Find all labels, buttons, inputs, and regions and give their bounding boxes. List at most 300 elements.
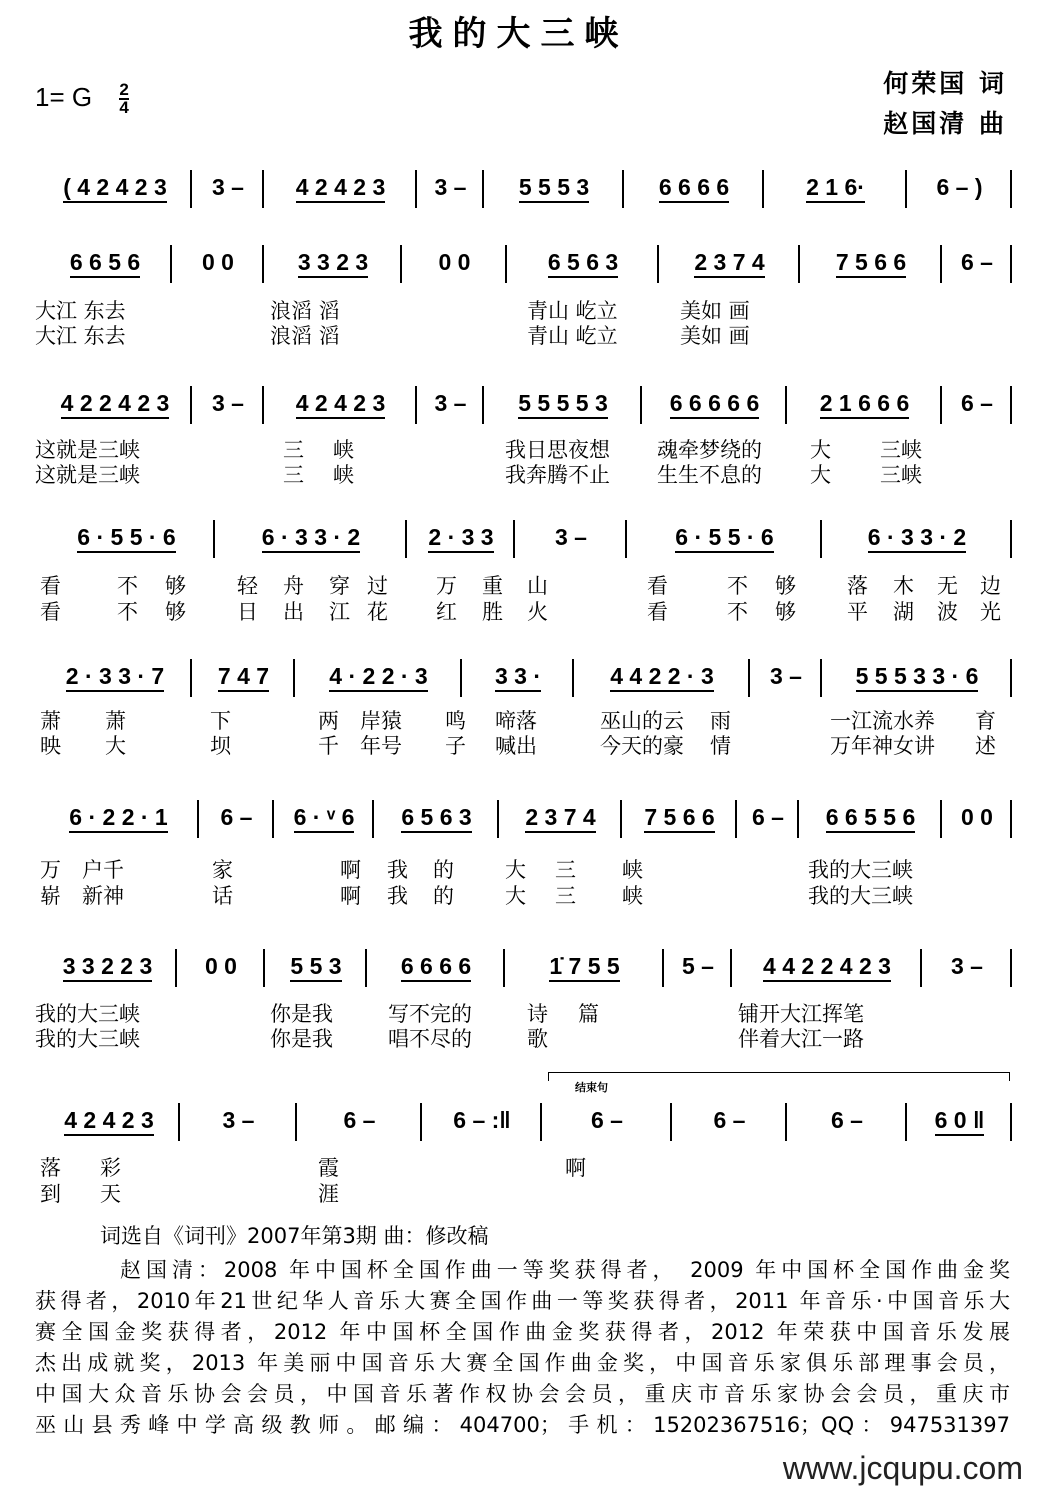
measure-notes: 3 3 2 3: [298, 249, 368, 278]
bar-line: [503, 949, 505, 987]
measure-notes: 1̇ 7 5 5: [549, 953, 619, 982]
lyric-segment: 彩: [100, 1156, 121, 1180]
measure-notes: 5 5 5 5 3: [518, 390, 608, 419]
lyric-segment: 穿: [329, 574, 350, 598]
lyric-segment: 美如 画: [680, 324, 750, 348]
measure: [182, 1107, 295, 1134]
lyric-segment: 出: [283, 600, 304, 624]
lyric-segment: 平: [847, 600, 868, 624]
lyric-segment: 三: [283, 438, 304, 462]
lyric-segment: 不: [117, 574, 138, 598]
bar-line: [262, 170, 264, 208]
lyric-segment: 三: [555, 858, 576, 882]
measure: [299, 1107, 420, 1134]
measure: [766, 174, 905, 201]
measure-notes: 6 6 6 6 6: [670, 390, 760, 419]
measure: [267, 953, 365, 980]
bar-line: [1010, 800, 1012, 838]
lyric-segment: 胜: [482, 600, 503, 624]
bar-line: [1010, 170, 1012, 208]
lyric-segment: 江: [329, 600, 350, 624]
measure-notes: 6 – ): [936, 174, 983, 200]
bar-line: [170, 245, 172, 283]
lyric-segment: 落: [40, 1156, 61, 1180]
bar-line: [1010, 245, 1012, 283]
bar-line: [940, 800, 942, 838]
lyric-segment: 大: [105, 734, 126, 758]
lyric-segment: 花: [367, 600, 388, 624]
bar-line: [420, 1103, 422, 1141]
measure: [424, 1107, 540, 1134]
lyric-segment: 够: [165, 600, 186, 624]
bar-line: [820, 520, 822, 558]
measure-notes: 3 –: [212, 174, 244, 200]
measure: [486, 390, 640, 417]
measure: [217, 524, 405, 551]
lyric-segment: 看: [647, 600, 668, 624]
lyric-segment: 我: [387, 858, 408, 882]
bio-line: 杰出成就奖，2013 年美丽中国音乐大赛全国作曲金奖，中国音乐家俱乐部理事会员，: [35, 1351, 1010, 1375]
lyric-segment: 崭: [40, 884, 61, 908]
measure-notes: 3 –: [770, 663, 802, 689]
measure-notes: 2 1 6·: [806, 174, 865, 203]
bar-line: [497, 800, 499, 838]
measure: [40, 524, 213, 551]
lyric-segment: 舟: [283, 574, 304, 598]
measure: [266, 390, 415, 417]
measure-notes: 3 –: [434, 174, 467, 200]
bar-line: [785, 386, 787, 424]
lyric-segment: 三峡: [880, 463, 922, 487]
lyric-segment: 峡: [333, 463, 354, 487]
bar-line: [730, 949, 732, 987]
measure: [40, 174, 190, 201]
lyric-segment: 新神: [82, 884, 124, 908]
lyric-segment: 够: [165, 574, 186, 598]
lyric-segment: 篇: [578, 1002, 599, 1026]
bar-line: [405, 520, 407, 558]
ending-bracket: [548, 1072, 1010, 1081]
key-tonic: 1= G: [35, 82, 93, 112]
measure-notes: 6 0 ‖: [935, 1107, 985, 1136]
lyric-segment: 无: [937, 574, 958, 598]
measure: [944, 390, 1010, 417]
measure: [924, 953, 1010, 980]
measure: [944, 804, 1010, 831]
measure-notes: 6 –: [752, 804, 784, 830]
bar-line: [572, 659, 574, 697]
measure: [644, 390, 785, 417]
lyric-segment: 诗: [527, 1002, 548, 1026]
lyric-segment: 三峡: [880, 438, 922, 462]
measure-notes: 5 5 5 3: [519, 174, 589, 203]
measure-notes: 3 –: [222, 1107, 255, 1133]
bar-line: [415, 170, 417, 208]
measure-notes: 0 0: [202, 249, 234, 275]
lyric-segment: 的: [433, 884, 454, 908]
lyric-segment: 天: [100, 1182, 121, 1206]
measure-notes: 0 0: [205, 953, 237, 979]
lyric-segment: 到: [40, 1182, 61, 1206]
measure: [201, 804, 272, 831]
measure-notes: 2 · 3 3: [428, 524, 493, 553]
lyric-segment: 峡: [622, 884, 643, 908]
measure: [789, 390, 940, 417]
measure: [666, 953, 730, 980]
lyric-segment: 啊: [340, 884, 361, 908]
lyric-segment: 岸猿: [360, 709, 402, 733]
measure-notes: 6 6 6 6: [659, 174, 729, 203]
bio-line: 赵国清：2008 年中国杯全国作曲一等奖获得者， 2009 年中国杯全国作曲金奖: [120, 1258, 1010, 1282]
measure: [509, 249, 657, 276]
lyric-segment: 不: [727, 600, 748, 624]
measure: [40, 1107, 178, 1134]
lyric-segment: 看: [40, 600, 61, 624]
lyric-segment: 啼落: [495, 709, 537, 733]
measure-notes: 2 1 6 6 6: [820, 390, 910, 419]
lyric-segment: 啊: [565, 1156, 586, 1180]
bar-line: [735, 800, 737, 838]
lyric-segment: 大: [810, 463, 831, 487]
measure-notes: 3 3 2 2 3: [63, 953, 153, 982]
lyricist-credit: 何荣国 词: [883, 69, 1007, 98]
bar-line: [262, 386, 264, 424]
bio-line: 赛全国金奖获得者，2012 年中国杯全国作曲金奖获得者，2012 年荣获中国音乐发展: [35, 1320, 1010, 1344]
bar-line: [272, 800, 274, 838]
lyric-segment: 波: [937, 600, 958, 624]
measure-notes: 4 4 2 2 4 2 3: [763, 953, 891, 982]
lyric-segment: 我: [387, 884, 408, 908]
lyric-segment: 三: [555, 884, 576, 908]
measure: [752, 663, 820, 690]
measure-notes: 6 · ᵛ 6: [294, 804, 355, 833]
measure: [517, 524, 625, 551]
lyric-segment: 峡: [333, 438, 354, 462]
lyric-segment: 看: [647, 574, 668, 598]
lyric-segment: 鸣: [445, 709, 466, 733]
lyric-segment: 你是我: [270, 1027, 333, 1051]
lyric-segment: 两: [318, 709, 339, 733]
measure: [179, 953, 263, 980]
lyric-segment: 美如 画: [680, 299, 750, 323]
lyric-segment: 萧: [105, 709, 126, 733]
lyric-segment: 下: [210, 709, 231, 733]
bar-line: [372, 800, 374, 838]
time-bottom: 4: [119, 98, 129, 118]
lyric-segment: 涯: [318, 1182, 339, 1206]
measure-notes: 2 3 7 4: [694, 249, 764, 278]
measure: [661, 249, 798, 276]
measure: [507, 953, 662, 980]
measure-notes: 6 – :‖: [453, 1107, 511, 1133]
bar-line: [1010, 386, 1012, 424]
lyric-segment: 唱不尽的: [388, 1027, 472, 1051]
lyric-segment: 雨: [710, 709, 731, 733]
lyric-segment: 山: [527, 574, 548, 598]
bar-line: [482, 170, 484, 208]
measure: [734, 953, 920, 980]
measure-notes: 3 –: [434, 390, 467, 416]
measure: [419, 174, 482, 201]
lyric-segment: 大: [810, 438, 831, 462]
bar-line: [197, 800, 199, 838]
lyric-segment: 红: [436, 600, 457, 624]
measure: [266, 174, 415, 201]
lyric-segment: 啊: [340, 858, 361, 882]
lyric-segment: 够: [775, 574, 796, 598]
lyric-segment: 够: [775, 600, 796, 624]
lyric-segment: 大: [505, 858, 526, 882]
measure: [174, 249, 262, 276]
bar-line: [482, 386, 484, 424]
source-note: 词选自《词刊》2007年第3期 曲：修改稿: [100, 1224, 489, 1248]
lyric-segment: 千: [318, 734, 339, 758]
lyric-segment: 万年神女讲: [830, 734, 935, 758]
measure-notes: 3 –: [212, 390, 244, 416]
measure: [674, 1107, 785, 1134]
bar-line: [1010, 520, 1012, 558]
measure-notes: 6 –: [220, 804, 253, 830]
bar-line: [415, 386, 417, 424]
measure: [40, 804, 197, 831]
lyric-segment: 青山 屹立: [527, 299, 618, 323]
measure: [501, 804, 620, 831]
composer-credit: 赵国清 曲: [883, 109, 1007, 138]
time-signature: [119, 82, 128, 116]
lyric-segment: 浪滔 滔: [270, 324, 340, 348]
lyric-segment: 大江 东去: [35, 299, 126, 323]
bar-line: [1010, 949, 1012, 987]
measure: [464, 663, 572, 690]
measure-notes: 4 4 2 2 · 3: [610, 663, 714, 692]
bar-line: [505, 245, 507, 283]
lyric-segment: 喊出: [495, 734, 537, 758]
measure-notes: 2 · 3 3 · 7: [66, 663, 164, 692]
lyric-segment: 家: [212, 858, 233, 882]
bar-line: [190, 659, 192, 697]
song-title: 我的大三峡: [408, 14, 629, 54]
bar-line: [262, 245, 264, 283]
lyric-segment: 铺开大江挥笔: [738, 1002, 864, 1026]
measure-notes: 6 · 5 5 · 6: [675, 524, 773, 553]
lyric-segment: 火: [527, 600, 548, 624]
measure-notes: 6 · 2 2 · 1: [69, 804, 167, 833]
measure: [824, 663, 1010, 690]
measure: [801, 804, 940, 831]
lyric-segment: 情: [710, 734, 731, 758]
measure: [409, 524, 513, 551]
lyric-segment: 述: [975, 734, 996, 758]
lyric-segment: 我的大三峡: [808, 858, 913, 882]
bio-line: 获得者，2010年21世纪华人音乐大赛全国作曲一等奖获得者，2011 年音乐·中国音乐大: [35, 1289, 1010, 1313]
lyric-segment: 青山 屹立: [527, 324, 618, 348]
measure-notes: 7 5 6 6: [836, 249, 906, 278]
measure-notes: 3 –: [951, 953, 983, 979]
measure: [40, 249, 170, 276]
measure-notes: 7 5 6 6: [644, 804, 714, 833]
lyric-segment: 歌: [527, 1027, 548, 1051]
lyric-segment: 生生不息的: [657, 463, 762, 487]
lyric-segment: 话: [212, 884, 233, 908]
measure: [194, 390, 262, 417]
measure-notes: 4 2 2 4 2 3: [61, 390, 170, 419]
lyric-segment: 边: [980, 574, 1001, 598]
measure: [40, 390, 190, 417]
lyric-segment: 落: [847, 574, 868, 598]
lyric-segment: 三: [283, 463, 304, 487]
bar-line: [1010, 1103, 1012, 1141]
lyric-segment: 年号: [360, 734, 402, 758]
bar-line: [365, 949, 367, 987]
measure: [576, 663, 748, 690]
bar-line: [797, 800, 799, 838]
measure-notes: 6 · 3 3 · 2: [868, 524, 966, 553]
lyric-segment: 不: [727, 574, 748, 598]
bar-line: [798, 245, 800, 283]
measure: [789, 1107, 905, 1134]
lyric-segment: 日: [237, 600, 258, 624]
measure: [544, 1107, 670, 1134]
lyric-segment: 霞: [318, 1156, 339, 1180]
bar-line: [905, 1103, 907, 1141]
measure-notes: ( 4 2 4 2 3: [63, 174, 167, 203]
measure: [369, 953, 503, 980]
lyric-segment: 不: [117, 600, 138, 624]
measure: [419, 390, 482, 417]
lyric-segment: 写不完的: [388, 1002, 472, 1026]
measure-notes: 7 4 7: [218, 663, 269, 692]
bar-line: [940, 245, 942, 283]
lyric-segment: 坝: [210, 734, 231, 758]
measure: [739, 804, 797, 831]
lyric-segment: 我的大三峡: [35, 1002, 140, 1026]
measure: [824, 524, 1010, 551]
measure: [40, 663, 190, 690]
measure-notes: 4 2 4 2 3: [296, 174, 386, 203]
measure: [629, 524, 820, 551]
watermark-url: www.jcqupu.com: [782, 1450, 1023, 1486]
lyric-segment: 重: [482, 574, 503, 598]
lyric-segment: 我日思夜想: [505, 438, 610, 462]
measure: [194, 174, 262, 201]
bar-line: [295, 1103, 297, 1141]
measure: [266, 249, 400, 276]
lyric-segment: 的: [433, 858, 454, 882]
measure: [944, 249, 1010, 276]
measure-notes: 6 · 3 3 · 2: [262, 524, 360, 553]
lyric-segment: 万: [40, 858, 61, 882]
lyric-segment: 峡: [622, 858, 643, 882]
lyric-segment: 伴着大江一路: [738, 1027, 864, 1051]
bar-line: [670, 1103, 672, 1141]
measure-notes: 6 –: [713, 1107, 746, 1133]
measure: [909, 174, 1010, 201]
bar-line: [178, 1103, 180, 1141]
measure-notes: 6 –: [961, 249, 993, 275]
bio-line: 巫山县秀峰中学高级教师。邮编：404700；手机：15202367516；QQ：947531397: [35, 1413, 1010, 1437]
measure-notes: 6 6 6 6: [401, 953, 471, 982]
measure-notes: 6 –: [831, 1107, 863, 1133]
bar-line: [263, 949, 265, 987]
measure-notes: 5 –: [682, 953, 714, 979]
lyric-segment: 一江流水养: [830, 709, 935, 733]
measure-notes: 6 5 6 3: [548, 249, 618, 278]
bar-line: [657, 245, 659, 283]
measure-notes: 6 –: [591, 1107, 623, 1133]
lyric-segment: 户千: [82, 858, 124, 882]
measure: [276, 804, 372, 831]
bar-line: [625, 520, 627, 558]
measure-notes: 0 0: [438, 249, 471, 275]
bar-line: [175, 949, 177, 987]
bar-line: [1010, 659, 1012, 697]
lyric-segment: 大: [505, 884, 526, 908]
lyric-segment: 魂牵梦绕的: [657, 438, 762, 462]
lyric-segment: 我的大三峡: [808, 884, 913, 908]
lyric-segment: 这就是三峡: [35, 463, 140, 487]
lyric-segment: 萧: [40, 709, 61, 733]
bar-line: [190, 386, 192, 424]
measure-notes: 4 2 4 2 3: [296, 390, 386, 419]
bar-line: [213, 520, 215, 558]
measure-notes: 6 –: [343, 1107, 376, 1133]
lyric-segment: 大江 东去: [35, 324, 126, 348]
bar-line: [785, 1103, 787, 1141]
measure-notes: 6 –: [961, 390, 993, 416]
bar-line: [748, 659, 750, 697]
lyric-segment: 木: [893, 574, 914, 598]
measure-notes: 6 5 6 3: [401, 804, 471, 833]
measure-notes: 4 2 4 2 3: [64, 1107, 154, 1136]
lyric-segment: 轻: [237, 574, 258, 598]
measure-notes: 2 3 7 4: [525, 804, 595, 833]
measure-notes: 6 6 5 5 6: [826, 804, 916, 833]
lyric-segment: 巫山的云: [600, 709, 684, 733]
lyric-segment: 万: [436, 574, 457, 598]
bar-line: [293, 659, 295, 697]
lyric-segment: 映: [40, 734, 61, 758]
measure-notes: 5 5 3: [290, 953, 341, 982]
measure: [404, 249, 505, 276]
bar-line: [400, 245, 402, 283]
measure-notes: 0 0: [961, 804, 993, 830]
bar-line: [620, 800, 622, 838]
lyric-segment: 浪滔 滔: [270, 299, 340, 323]
bar-line: [820, 659, 822, 697]
measure: [624, 804, 735, 831]
measure-notes: 5 5 5 3 3 · 6: [856, 663, 979, 692]
measure-notes: 3 3 ·: [495, 663, 541, 692]
key-signature: [35, 82, 129, 116]
lyric-segment: 你是我: [270, 1002, 333, 1026]
measure: [486, 174, 622, 201]
lyric-segment: 我奔腾不止: [505, 463, 610, 487]
lyric-segment: 育: [975, 709, 996, 733]
bar-line: [905, 170, 907, 208]
bar-line: [190, 170, 192, 208]
lyric-segment: 看: [40, 574, 61, 598]
measure: [376, 804, 497, 831]
measure: [297, 663, 460, 690]
bar-line: [540, 1103, 542, 1141]
measure-notes: 3 –: [555, 524, 587, 550]
lyric-segment: 这就是三峡: [35, 438, 140, 462]
lyric-segment: 我的大三峡: [35, 1027, 140, 1051]
measure-notes: 6 · 5 5 · 6: [77, 524, 175, 553]
bar-line: [460, 659, 462, 697]
bar-line: [920, 949, 922, 987]
lyric-segment: 过: [367, 574, 388, 598]
